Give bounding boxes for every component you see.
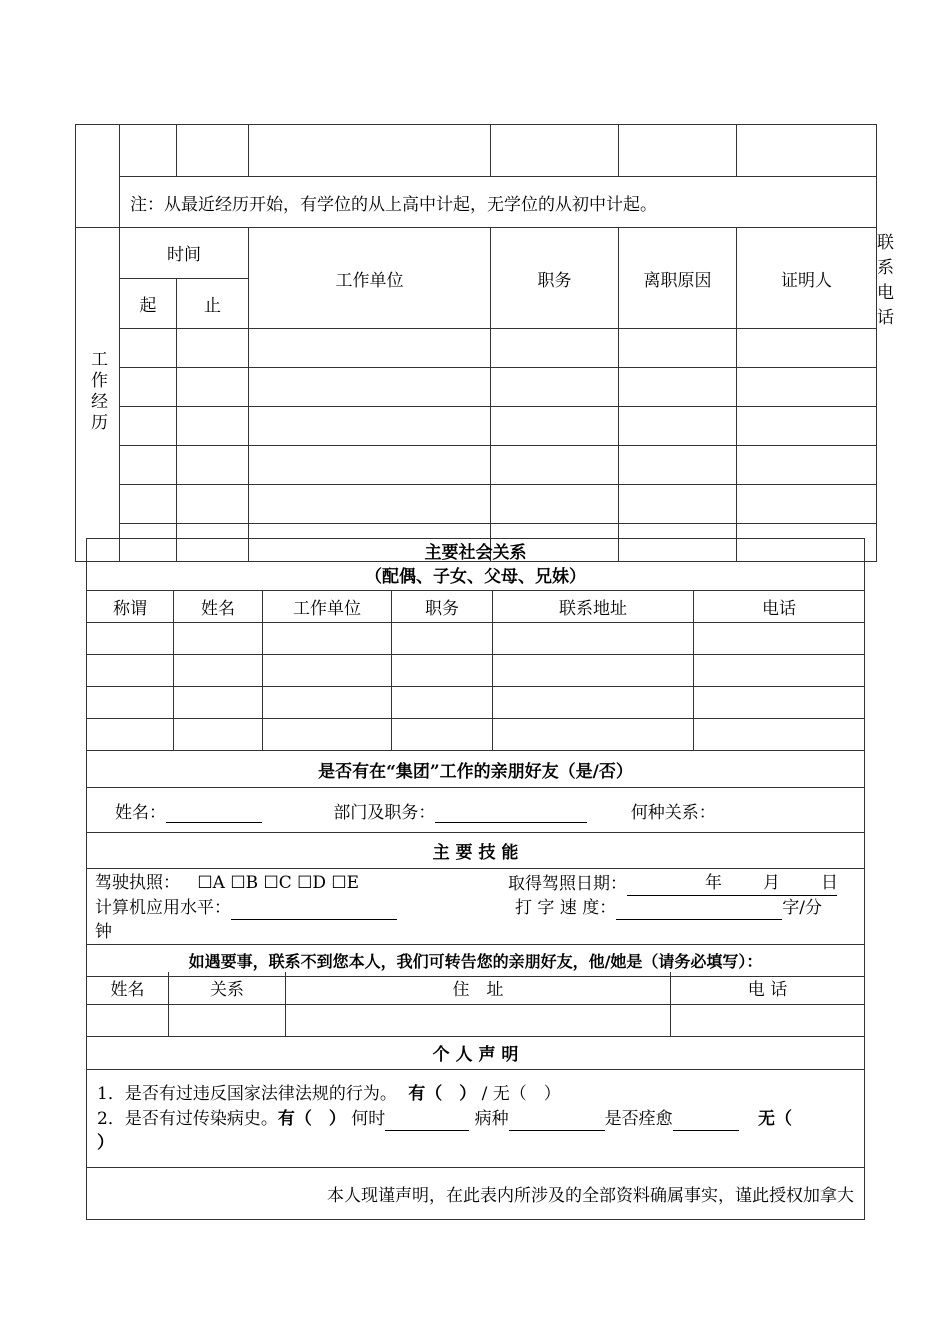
social-cell[interactable] [263, 719, 392, 751]
relative-name-label: 姓名： [115, 802, 166, 823]
social-cell[interactable] [87, 623, 174, 655]
social-cell[interactable] [263, 687, 392, 719]
relative-name-field[interactable] [166, 822, 262, 823]
work-cell[interactable] [491, 446, 619, 485]
work-cell[interactable] [619, 329, 737, 368]
computer-label: 计算机应用水平： [95, 898, 231, 918]
col-name: 姓名 [174, 591, 263, 623]
social-cell[interactable] [694, 687, 865, 719]
work-cell[interactable] [177, 329, 249, 368]
relative-relation-label: 何种关系： [630, 802, 716, 823]
work-cell[interactable] [249, 368, 491, 407]
month-label: 月 [763, 873, 780, 893]
education-note: 注：从最近经历开始，有学位的从上高中计起，无学位的从初中计起。 [120, 177, 877, 228]
q2-yes[interactable]: 有（ ） [277, 1108, 346, 1129]
work-cell[interactable] [120, 485, 177, 524]
work-cell[interactable] [491, 329, 619, 368]
q2-when-label: 何时 [351, 1108, 386, 1129]
social-cell[interactable] [694, 655, 865, 687]
work-cell[interactable] [249, 329, 491, 368]
skills-title: 主 要 技 能 [87, 833, 865, 869]
social-subtitle: （配偶、子女、父母、兄妹） [365, 566, 586, 587]
relative-dept-field[interactable] [435, 822, 587, 823]
social-cell[interactable] [174, 623, 263, 655]
col-employer: 工作单位 [249, 228, 491, 329]
edu-cell[interactable] [249, 125, 491, 177]
q1-yes[interactable]: 有（ ） [408, 1083, 477, 1104]
edu-cell[interactable] [177, 125, 249, 177]
work-cell[interactable] [619, 368, 737, 407]
social-cell[interactable] [392, 655, 493, 687]
license-date-group [508, 871, 837, 896]
work-cell[interactable] [619, 446, 737, 485]
col-phone: 电 话 [671, 972, 865, 1004]
social-cell[interactable] [392, 687, 493, 719]
typing-unit-wrap: 钟 [95, 922, 112, 942]
work-cell[interactable] [177, 446, 249, 485]
work-cell[interactable] [737, 368, 877, 407]
col-employer: 工作单位 [263, 591, 392, 623]
work-cell[interactable] [249, 446, 491, 485]
social-title: 主要社会关系 [424, 542, 527, 563]
work-history-label: 工作经历 [76, 228, 120, 562]
emergency-cell[interactable] [286, 1004, 671, 1036]
work-cell[interactable] [619, 485, 737, 524]
license-line [95, 871, 856, 895]
relative-dept-label: 部门及职务： [333, 802, 436, 823]
work-cell[interactable] [120, 368, 177, 407]
relatives-info-row [87, 788, 865, 833]
col-title: 称谓 [87, 591, 174, 623]
social-cell[interactable] [87, 719, 174, 751]
work-cell[interactable] [491, 407, 619, 446]
q1-text: 1．是否有过违反国家法律法规的行为。 [97, 1083, 397, 1104]
col-phone: 电话 [694, 591, 865, 623]
social-cell[interactable] [493, 623, 694, 655]
license-label: 驾驶执照： [95, 873, 180, 893]
q2-cured-label: 是否痊愈 [604, 1108, 673, 1129]
social-cell[interactable] [263, 655, 392, 687]
declaration-title: 个 人 声 明 [87, 1036, 865, 1069]
day-label: 日 [821, 873, 838, 893]
social-title-cell [87, 539, 865, 591]
work-cell[interactable] [177, 368, 249, 407]
typing-group [515, 895, 822, 920]
relatives-question: 是否有在“集团”工作的亲朋好友（是/否） [87, 751, 865, 788]
skills-cell [87, 869, 865, 945]
col-relation: 关系 [169, 972, 286, 1004]
statement: 本人现谨声明，在此表内所涉及的全部资料确属事实，谨此授权加拿大 [87, 1167, 865, 1219]
emergency-cell[interactable] [87, 1004, 169, 1036]
emergency-title: 如遇要事，联系不到您本人，我们可转告您的亲朋好友，他/她是（请务必填写）： [87, 945, 865, 977]
social-cell[interactable] [263, 623, 392, 655]
col-reference: 证明人 [737, 228, 877, 329]
col-position: 职务 [491, 228, 619, 329]
social-cell[interactable] [87, 687, 174, 719]
social-cell[interactable] [694, 719, 865, 751]
social-cell[interactable] [174, 719, 263, 751]
work-cell[interactable] [491, 368, 619, 407]
question-1 [97, 1082, 854, 1106]
q2-when-field[interactable] [385, 1106, 469, 1131]
time-from: 起 [120, 278, 177, 329]
social-relations-table [86, 538, 865, 977]
social-cell[interactable] [493, 719, 694, 751]
work-cell[interactable] [737, 446, 877, 485]
year-label: 年 [705, 873, 722, 893]
work-cell[interactable] [249, 407, 491, 446]
emergency-table [86, 972, 865, 1220]
edu-cell[interactable] [737, 125, 877, 177]
social-cell[interactable] [392, 719, 493, 751]
work-cell[interactable] [120, 446, 177, 485]
time-header: 时间 [120, 228, 249, 279]
work-cell[interactable] [177, 485, 249, 524]
education-work-table: 注：从最近经历开始，有学位的从上高中计起，无学位的从初中计起。 工作经历 时间 工作单位 职务 离职原因 证明人 联系电话 起 止 [75, 124, 877, 562]
col-name: 姓名 [87, 972, 169, 1004]
emergency-cell[interactable] [169, 1004, 286, 1036]
social-cell[interactable] [174, 655, 263, 687]
license-date-label: 取得驾照日期： [508, 874, 627, 894]
typing-unit: 字/分 [782, 898, 822, 918]
q2-no-wrap: ） [97, 1132, 114, 1153]
edu-cell[interactable] [619, 125, 737, 177]
work-cell[interactable] [249, 485, 491, 524]
work-cell[interactable] [491, 485, 619, 524]
social-cell[interactable] [87, 655, 174, 687]
time-to: 止 [177, 278, 249, 329]
work-cell[interactable] [737, 485, 877, 524]
col-address: 联系地址 [493, 591, 694, 623]
q1-no[interactable]: / 无（ ） [481, 1083, 561, 1104]
social-cell[interactable] [493, 655, 694, 687]
typing-label: 打 字 速 度： [515, 898, 617, 918]
work-cell[interactable] [177, 407, 249, 446]
question-2 [97, 1106, 854, 1131]
work-cell[interactable] [619, 407, 737, 446]
q2-cured-field[interactable] [673, 1106, 739, 1131]
col-leave-reason: 离职原因 [619, 228, 737, 329]
q2-no[interactable]: 无（ [758, 1108, 793, 1129]
license-options[interactable]: ☐A ☐B ☐C ☐D ☐E [197, 873, 360, 893]
social-cell[interactable] [493, 687, 694, 719]
work-cell[interactable] [120, 329, 177, 368]
social-cell[interactable] [694, 623, 865, 655]
declaration-questions [87, 1069, 865, 1167]
work-cell[interactable] [737, 329, 877, 368]
edu-cell[interactable] [120, 125, 177, 177]
license-date-field[interactable] [627, 871, 837, 896]
social-cell[interactable] [174, 687, 263, 719]
computer-field[interactable] [231, 895, 397, 920]
work-cell[interactable] [120, 407, 177, 446]
typing-field[interactable] [616, 895, 782, 920]
q2-disease-label: 病种 [474, 1108, 509, 1129]
computer-line [95, 895, 856, 920]
col-address: 住 址 [286, 972, 671, 1004]
education-side-cell [76, 125, 120, 228]
col-position: 职务 [392, 591, 493, 623]
work-cell[interactable] [737, 407, 877, 446]
edu-cell[interactable] [491, 125, 619, 177]
social-cell[interactable] [392, 623, 493, 655]
q2-disease-field[interactable] [509, 1106, 605, 1131]
emergency-cell[interactable] [671, 1004, 865, 1036]
q2-text: 2．是否有过传染病史。 [97, 1108, 278, 1129]
